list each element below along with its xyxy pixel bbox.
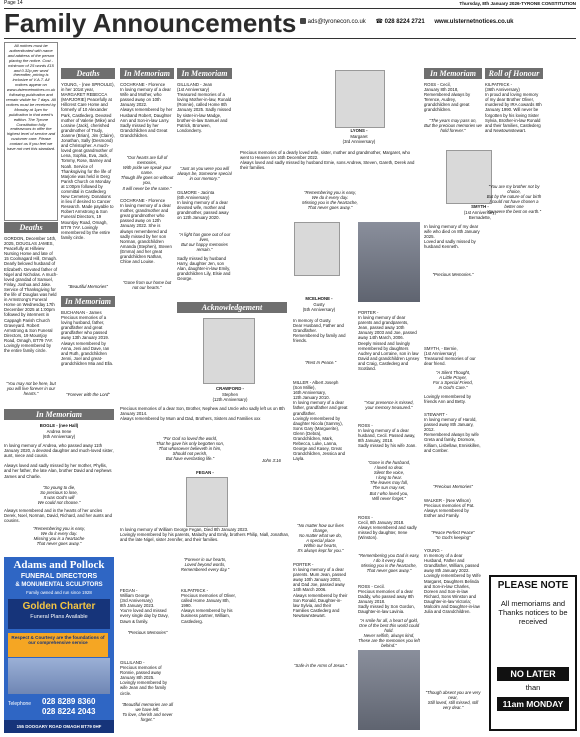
in-memoriam-header-6: In Memoriam — [424, 68, 482, 79]
young-notice-2: YOUNG - In memory of a dear Husband, Father and Grandfather, William, passed away 8th January 2022. Lovingly remembered by Wife Margaret, Daughters Belinda and Son-in-law Charles, Doreen and Son-in-law Richard, Sons Winston and Daughter-in-law Victoria; Malcolm and Daughter-in-law Julia and Grandchildren. — [424, 548, 481, 615]
gilliland-jean-verse: "Just as you were you will always be, Someone special in our memory." — [177, 166, 233, 182]
lyons-name: LYONS - — [350, 128, 368, 133]
ross-notice-2: ROSS - In loving memory of a dear husband, Cecil. Passed away, 8th January, 2018. Sadly missed by his wife Joan. — [358, 423, 417, 449]
porter-notice-2: PORTER - In loving memory of dear parents and grandparents, Jean, passed away 10th January 2003 and Joe, passed away 14th March, 2006. Deeply missed and lovingly remembered by daughters Audrey and Lorraine, son in law David and grandchildren Lynsey and Craig, Castlederg and Scotland. — [358, 310, 420, 372]
in-memoriam-header-3: In Memoriam — [120, 68, 174, 79]
ross-notice-4: ROSS - Cecil. Precious memories of a dear Daddy, who passed away 8th January 2018. Sadly missed by Son Gordon, Daughter-in-law Lavinia. — [358, 584, 415, 615]
lyons-text: Precious memories of a dearly loved wife, sister, mother and grandmother, Margaret, who went to Heaven on 16th December 2022. Always loved and sadly missed by husband Ernie, sons Andrew, Steven, Gareth, Derek and their families. — [240, 150, 415, 171]
mcelhone-sub: Gusty (5th Anniversary) — [302, 302, 336, 313]
title-rule — [4, 38, 576, 39]
page-title: Family Announcements — [4, 8, 297, 38]
advert-tagline: Respect & Courtesy are the foundations of our comprehensive service — [8, 633, 108, 657]
advert-company: Adams and Pollock — [13, 559, 105, 571]
buchanan-verse: "Forever with the Lord" — [66, 392, 110, 397]
deadline-banner: 11am MONDAY — [497, 697, 569, 711]
smyth-verse-2: "A Silent Thought, A Little Prayer, For a Special Friend, In God's Care." — [433, 370, 473, 391]
ross-verse-2: "Gone is the husband, I loved so dear. Silent the voice, I long to hear. The leaves may fall, The sun may set, But I who loved you, Will never forget." — [367, 460, 411, 501]
advert-line-2: & MONUMENTAL SCULPTORS — [15, 582, 103, 588]
lyons-photo — [335, 70, 385, 128]
stewart-verse: "Precious Memories" — [433, 484, 473, 489]
miller-verse: "No matter how our lives change, No matter what we do, A special place Within our hearts, It's always kept for you." — [297, 523, 344, 554]
please-note-than: than — [525, 683, 541, 692]
advert-tel-1[interactable]: 028 8289 8360 — [42, 697, 96, 706]
gilliland-ronnie-verse: "Beautiful memories are all we have left. To love, cherish and never forget." — [121, 702, 174, 723]
crawford-verse: "For God so loved the world, That he gave his only begotten son, That whosoever believeth in him, Should not perish, But have everlasting life." — [155, 436, 225, 462]
roll-of-honour-header: Roll of Honour — [485, 68, 543, 79]
cochrane-verse-2: "Gone from our home but not our hearts." — [122, 280, 173, 291]
kilpatrick-verse-1: "You are my brother not by choice, But by the nature of our birth I could not have chosen a better one You were the best on earth." — [486, 184, 542, 215]
crawford-photo — [203, 318, 255, 384]
fegan-verse-2: "Precious Memories" — [127, 630, 168, 635]
in-memoriam-header-1: In Memoriam — [4, 409, 114, 420]
advert-tel-label: Telephone — [8, 701, 32, 707]
bogle-sub: Andrea Irene (6th Anniversary) — [42, 429, 76, 440]
cochrane-verse-1: "Our hearts are full of memories, With pride we speak your name. Though life goes on without you, It will never be the same." — [120, 155, 174, 191]
fegan-notice-2: FEGAN - William George (3rd Anniversary) 8th January 2023. You're loved and missed every single day by Davy, Dawn & family. — [120, 588, 169, 624]
porter-notice-1: PORTER - In loving memory of a dear parents. Mum Jean, passed away 10th January 2003, and Dad Joe, passed away 14th March 2006. Always remembered by their Son Ronald, Daughter-in-law Sylvia, and their Families Castlederg and Newtownstewart. — [293, 562, 348, 618]
stewart-notice: STEWART - In loving memory of Harold, passed away 8th January, 2012. Remembered always by wife Greta and family, Dromore, Killiam, Lisbellaw, Enniskillen, and Comber. — [424, 412, 481, 453]
smyth-sub: (1st Anniversary) Bernadette, — [463, 210, 497, 221]
walker-verse: "Peace Perfect Peace" "In God's keeping" — [431, 530, 475, 541]
web-text[interactable]: www.ulsternetnotices.co.uk — [434, 19, 514, 25]
no-later-banner: NO LATER — [497, 667, 569, 681]
golden-charter-box — [8, 599, 110, 629]
contact-bar — [300, 16, 576, 28]
fegan-photo — [186, 477, 228, 527]
walker-notice: WALKER - (Nee Wilson) Precious memories of Pat. Always remembered by Esther and Family. — [424, 498, 475, 519]
advert-tel-2[interactable]: 028 8224 2043 — [42, 707, 96, 716]
advert-line-3: Family owned and run since 1928 — [26, 590, 92, 595]
cross-image-1 — [358, 222, 420, 302]
smyth-notice-2: SMYTH, - Bernie, (1st Anniversary) Treasured memories of our dear friend. — [424, 346, 476, 367]
gilliland-jean-notice: GILLILAND - Jean (1st Anniversary) Treasured memories of a loving Mother-in-law, Ronald (Ronnie), called Home 8th January 2025. Sadly missed by sister-in-law Madge, brother-in-law Samuel and Patrick, Bronwen, Londonderry. — [177, 82, 232, 133]
smyth-name: SMYTH - — [471, 204, 489, 209]
ross-verse-3: "Remembering you Dad is easy, I do it every day, Missing you is the heartache, That never goes away." — [358, 553, 420, 574]
please-note-text: All memoriams and Thanks notices to be received — [498, 599, 568, 626]
mcelhone-name: MCELHONE - — [305, 296, 333, 301]
notice-box: All notices must be authenticated with name and address of the person placing the notice. Cost - minimum of 25 words £15 and 0.32p per word thereafter, pricing is inclusive of V.A.T. All notices appear on www.ulsternetnotices.co.uk following publication and remain visible for 7 days. All notices must be received by Monday at 1pm for publication in that week's edition. The Tyrone Constitution fully endeavours to offer the highest level of service and customer care. Please contact us if you feel we have not met this standard. — [4, 42, 58, 221]
bogle-name: BOGLE - (nee Hall) — [39, 423, 79, 428]
email-text[interactable]: ads@tyronecon.co.uk — [307, 19, 366, 25]
in-memoriam-header-2: In Memoriam — [61, 296, 115, 307]
gilmore-notice: GILMORE - Jacinta (6th Anniversary) In loving memory of a dear devoted wife, mother and grandmother, passed away on 12th January 2020. — [177, 190, 229, 221]
advert-line-1: FUNERAL DIRECTORS — [20, 573, 98, 580]
phone-text[interactable]: 028 8224 2721 — [384, 19, 425, 25]
phone-icon: ☎ — [375, 19, 383, 25]
advert-photo — [8, 658, 110, 694]
mcelhone-verse: "Rest In Peace." — [304, 360, 337, 365]
gilmore-verse: "A light has gone out of our lives, But our happy memories remain." — [178, 232, 231, 253]
golden-charter-sub: Funeral Plans Available — [30, 614, 88, 620]
gordon-notice: GORDON, December 14th, 2025, DOUGLAS JAMES, Peacefully at Hillview Nursing Home and late of 15 Coolnagard Hill, Omagh. Dearly beloved husband of Elizabeth. Devoted father of Nigel and Nicholas. A much-loved grandad of Samuel, Finlay, Joshua and Jake. Service of Thanksgiving for the life of Douglas was held in Armstrong's Funeral Home on Wednesday 17th December 2025 at 1:00pm followed by interment in Cappagh Parish Church Graveyard. Robert Armstrong & Son Funeral Directors, 19 Mountjoy Road, Omagh, BT79 7AY. Lovingly remembered by the entire family circle. — [4, 236, 59, 354]
lyons-verse: "Remembering you is easy, We do it every day. Missing you is the heartache, That never goes away." — [302, 190, 358, 211]
young-verse: "Beautiful Memories" — [68, 284, 108, 289]
mcelhone-text: In memory of Gusty. Dear Husband, Father and Grandfather. Remembered by family and friends. — [293, 318, 346, 344]
smyth-text-2: Lovingly remembered by friends Ann and Betty. — [424, 394, 473, 405]
lyons-sub: Margaret (3rd Anniversary) — [342, 134, 376, 145]
mcelhone-photo — [294, 222, 340, 276]
bogle-text-2: Always remembered and in the hearts of her uncles Derek, Noel, Norman, David, Richard, and her aunts and cousins. — [4, 508, 114, 524]
please-note-box — [489, 575, 577, 731]
smyth-text-1: In loving memory of my dear wife who died on 8th January 2025. Loved and sadly missed by husband Kenneth. — [424, 224, 480, 250]
gilmore-notice-2: Sadly missed by husband Harry, daughter Jen, son Alan, daughter-in-law Emily, grandchildren Lily, Elsie and George. — [177, 256, 232, 282]
funeral-advert[interactable] — [4, 557, 114, 733]
golden-charter-title: Golden Charter — [22, 601, 96, 612]
gordon-verse: "You may not be here, but you will live forever in our hearts." — [6, 381, 57, 397]
cochrane-notice-2: COCHRANE - Florence In loving memory of a dear mother, grandmother and great grandmother who passed away on 12th January 2022. She is always remembered and sadly missed by her son Norman, grandchildren Amanda (Stephen), Steven (Emma) and her great grandchildren Nathan, Chloe and Louise. — [120, 198, 172, 265]
young-verse-2: "Though absent you are very near, Still loved, still missed, still very dear." — [425, 690, 481, 711]
gilliland-ronnie-notice: GILLILAND - Precious memories of Ronnie, passed away January 8th 2025. Lovingly remembered by wife Jean and the family circle. — [120, 660, 168, 696]
smyth-verse-1: "Precious Memories." — [432, 272, 474, 277]
fegan-name: FEGAN - — [196, 470, 214, 475]
fegan-text: In loving memory of William George Fegan, Died 8th January 2023. Lovingly remembered by his parents, Malachy and Emily, brothers Philip, Niall, Jonathan, and the late Nigel, sister Jennifer, and their families. — [120, 527, 290, 543]
porter-verse-2: "Your presence is missed, your memory treasured." — [364, 400, 414, 411]
ross-notice-1: ROSS - Cecil, January 8th 2018, Remembered always by Terence, Audrey, grandchildren and great grandchildren. — [424, 82, 471, 113]
bogle-text: In loving memory of Andrea, who passed away 11th January 2020, a devoted daughter and much-loved sister, aunt, niece and cousin. Always loved and sadly missed by her mother, Phyllis, and her father, the late Alan, brother David and nephews James and Charlie. — [4, 443, 114, 479]
kilpatrick-notice-2: KILPATRICK - Precious memories of Oliver, called Home January 8th, 1990. Always remembered by his business partner, William, Castlederg. — [181, 588, 236, 624]
deaths-header-2: Deaths — [61, 68, 115, 79]
in-memoriam-header-4: In Memoriam — [177, 68, 232, 79]
advert-address: 155 DOOGARY ROAD OMAGH BT79 0HF — [4, 720, 114, 733]
cochrane-notice-1: COCHRANE - Florence In loving memory of a dear Wife and Mother, who passed away on 10th January 2022. Always remembered by her Husband Robert, Daughter Ann and Son-in-law Larry. Sadly missed by her Grandchildren and Great Grandchildren. — [120, 82, 173, 138]
crawford-name: CRAWFORD - — [216, 386, 244, 391]
bogle-verse-2: "Remembering you is easy, We do it every day. Missing you is a heartache That never goes away." — [32, 526, 86, 547]
crawford-text: Precious memories of a dear Son, Brother, Nephew and Uncle who sadly left us on 8th January 2014. Always remembered by Mum and Dad, Brothers, Sisters and Families xxx — [120, 406, 285, 422]
ross-verse-1: "The years may pass on, But the precious memories we hold forever." — [424, 118, 482, 134]
crawford-ref: John 3:16 — [262, 458, 281, 463]
email-icon — [300, 18, 306, 24]
ross-notice-3: ROSS - Cecil, 8th January 2018. Always remembered and sadly missed by daughter, Irene (Winston). — [358, 515, 417, 541]
date-line: Thursday, 8th January 2026-TYRONE CONSTITUTION — [459, 1, 576, 6]
cross-image-2 — [358, 650, 420, 730]
fegan-verse: "Forever in our hearts, Loved beyond words, Remembered every day." — [180, 557, 230, 573]
young-notice: YOUNG, - (nee SPROULE), in her 101st year, MARGARET REBECCA (MARJORIE) Peacefully at Hillcrest Care Home and formerly of 10 Alexander Park, Castlederg. Devoted mother of Valerie (Mike) and Loraine (Jack), cherished grandmother of Trudy, Joanne (Brian), Jim (Claire), Jonathan, Sally (Desmond) and Christopher. A much-loved great grandmother of Lena, Sophia, Eva, Jack, Tommy, Rose, Barney and Noah. Service of Thanksgiving for the life of Marjorie was held in Derg Parish Church on Monday at 1:00pm followed by committal in Castlederg New Cemetery. Donations in lieu if desired to Cancer Research. Made payable to Robert Armstrong & Son Funeral Directors, 19 Mountjoy Road, Omagh, BT79 7AY. Lovingly remembered by the entire family circle. — [61, 82, 117, 240]
buchanan-notice: BUCHANAN - James Precious memories of a loving husband, father, grandfather and great grandfather who passed away 13th January 2019. Always remembered by Anna, Jeni and Dave, Ian and Ruth, grandchildren Jenni, Joel and great-grandchildren Mia and Ella. — [61, 310, 114, 366]
kilpatrick-notice-1: KILPATRICK - (36th Anniversary) In proud and loving memory of my dear Brother Oliver, murdered by IRA cowards 8th January 1990. Will never be forgotten by his loving Sister Sylvia, Brother-in-law Ronald and their families, Castlederg and Newtownstewart. — [485, 82, 542, 133]
please-note-title: PLEASE NOTE — [497, 580, 569, 591]
page-number: Page 14 — [4, 0, 23, 6]
miller-notice: MILLER - Albert Joseph (Son Millie), 16th Anniversary, 12th January 2010. In loving memory of a dear father, grandfather and great grandfather. Lovingly remembered by daughter Nicola (Sammy), Sons Gary (Marguerite), Glenn (Debra), Grandchildren, Mark, Rebecca, Luke, Lanna, George and Kasey, Great Grandchildren, Jessica and Layla. — [293, 380, 348, 462]
crawford-sub: Stephen (12th Anniversary) — [212, 392, 248, 403]
ross-verse-4: "A smile for all, a heart of gold, One of the best this world could hold. Never selfish, always kind, These are the memories you left behind." — [358, 618, 420, 649]
acknowledgement-header: Acknowledgement — [177, 302, 287, 313]
bogle-verse: "So young to die, So precious to lose, It was God's will We could not choose." — [37, 485, 81, 506]
deaths-header-1: Deaths — [4, 222, 58, 233]
porter-verse-1: "Safe in the Arms of Jesus." — [293, 663, 348, 668]
